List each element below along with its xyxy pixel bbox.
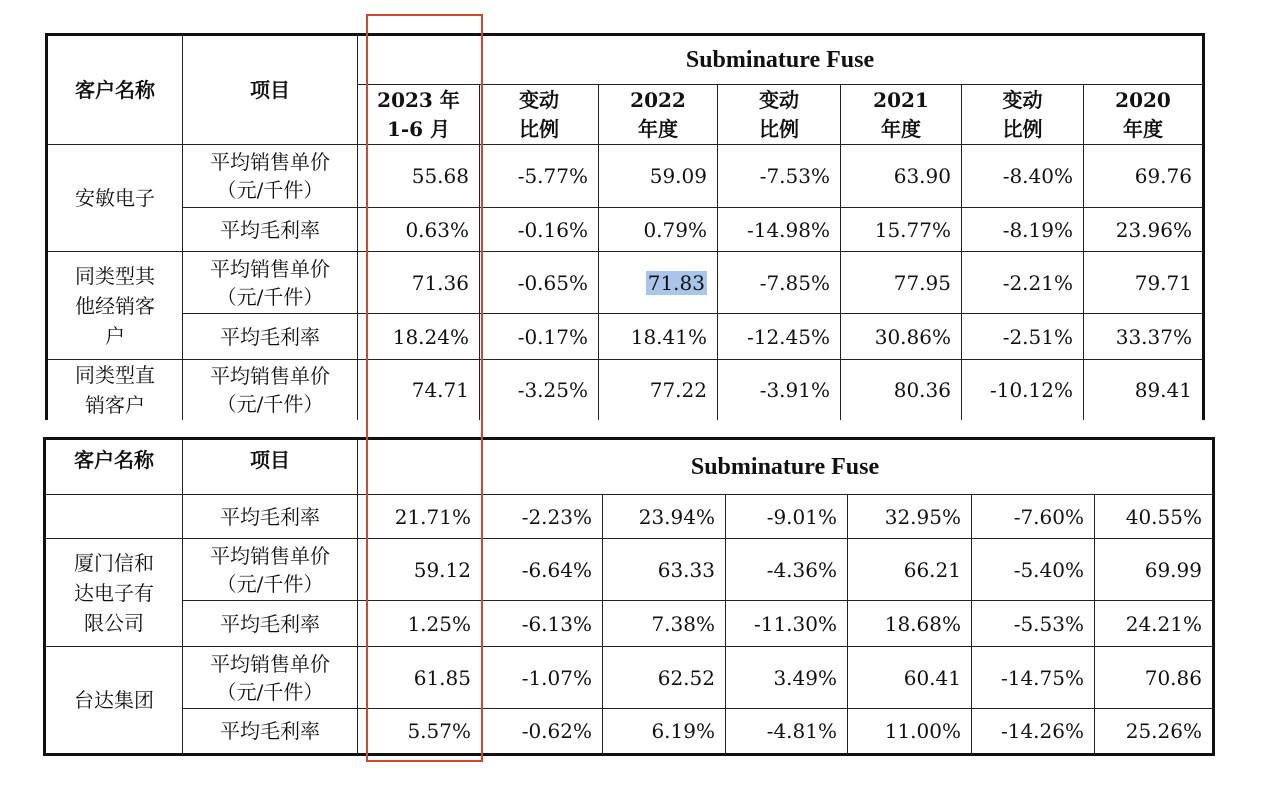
table-row (47, 252, 1204, 314)
cell: -5.53% (972, 601, 1095, 647)
cell: -3.25% (480, 360, 599, 422)
table-row (47, 314, 1204, 360)
cell: 40.55% (1095, 495, 1214, 539)
customer-name: 安敏电子 (47, 145, 183, 252)
cell: 0.63% (358, 208, 480, 252)
cell: 1.25% (358, 601, 482, 647)
cell: -1.07% (482, 647, 603, 709)
customer-col-header: 客户名称 (47, 35, 183, 145)
period-header: 2022 年度 (599, 85, 718, 145)
cell: 63.90 (841, 145, 962, 208)
cell: -2.23% (482, 495, 603, 539)
cell: 74.71 (358, 360, 480, 422)
cell: -8.40% (962, 145, 1084, 208)
cell: 77.22 (599, 360, 718, 422)
table-row (45, 709, 1214, 755)
cell: 59.12 (358, 539, 482, 601)
cell: 70.86 (1095, 647, 1214, 709)
customer-name (45, 495, 183, 539)
cell: -4.36% (726, 539, 848, 601)
cell: 55.68 (358, 145, 480, 208)
cell: 18.41% (599, 314, 718, 360)
cell: 5.57% (358, 709, 482, 755)
cell: 89.41 (1084, 360, 1204, 422)
table-row (47, 208, 1204, 252)
cell: -10.12% (962, 360, 1084, 422)
cell: 80.36 (841, 360, 962, 422)
cell: -2.51% (962, 314, 1084, 360)
cell: -7.53% (718, 145, 841, 208)
customer-name: 厦门信和 达电子有 限公司 (45, 539, 183, 647)
cell: 25.26% (1095, 709, 1214, 755)
cell: -14.98% (718, 208, 841, 252)
cell: 77.95 (841, 252, 962, 314)
cell: 18.24% (358, 314, 480, 360)
item-label: 平均销售单价 （元/千件） (183, 647, 358, 709)
item-label: 平均销售单价 （元/千件） (183, 145, 358, 208)
cell: 3.49% (726, 647, 848, 709)
cell: -0.16% (480, 208, 599, 252)
item-col-header: 项目 (183, 35, 358, 145)
upper-table (45, 33, 1205, 423)
cell: 69.76 (1084, 145, 1204, 208)
cell: 60.41 (848, 647, 972, 709)
cell: 30.86% (841, 314, 962, 360)
cell: 69.99 (1095, 539, 1214, 601)
lower-table (43, 437, 1215, 756)
cell: -0.62% (482, 709, 603, 755)
table-row (47, 145, 1204, 208)
group-title: Subminature Fuse (358, 35, 1204, 85)
cell: 62.52 (603, 647, 726, 709)
cell: 18.68% (848, 601, 972, 647)
cell: 33.37% (1084, 314, 1204, 360)
cell: 21.71% (358, 495, 482, 539)
cell: 11.00% (848, 709, 972, 755)
cell: 23.96% (1084, 208, 1204, 252)
customer-name: 同类型其 他经销客 户 (47, 252, 183, 360)
cell: -7.85% (718, 252, 841, 314)
period-header: 2020 年度 (1084, 85, 1204, 145)
table-row (47, 360, 1204, 422)
text-selection[interactable]: 71.83 (647, 270, 705, 295)
table-row (45, 601, 1214, 647)
cell: 24.21% (1095, 601, 1214, 647)
period-header: 2021 年度 (841, 85, 962, 145)
cell: -6.64% (482, 539, 603, 601)
customer-name: 同类型直 销客户 (47, 360, 183, 422)
cell: 23.94% (603, 495, 726, 539)
item-label: 平均毛利率 (183, 314, 358, 360)
period-header: 变动 比例 (962, 85, 1084, 145)
item-label: 平均销售单价 （元/千件） (183, 539, 358, 601)
cell: -11.30% (726, 601, 848, 647)
selected-cell[interactable] (599, 252, 718, 314)
cell: -9.01% (726, 495, 848, 539)
cell: 32.95% (848, 495, 972, 539)
cell: -3.91% (718, 360, 841, 422)
item-label: 平均毛利率 (183, 495, 358, 539)
cell: -14.26% (972, 709, 1095, 755)
item-label: 平均销售单价 （元/千件） (183, 360, 358, 422)
item-label: 平均毛利率 (183, 601, 358, 647)
cell: -5.77% (480, 145, 599, 208)
period-header: 变动 比例 (480, 85, 599, 145)
cell: 66.21 (848, 539, 972, 601)
cell: -2.21% (962, 252, 1084, 314)
item-col-header: 项目 (183, 439, 358, 495)
table-row (45, 539, 1214, 601)
page-gap (0, 420, 1267, 434)
cell: -6.13% (482, 601, 603, 647)
table-row (45, 495, 1214, 539)
period-header: 2023 年 1-6 月 (358, 85, 480, 145)
item-label: 平均毛利率 (183, 709, 358, 755)
column-highlight-box (366, 14, 483, 762)
table-row (45, 647, 1214, 709)
cell: 59.09 (599, 145, 718, 208)
cell: -7.60% (972, 495, 1095, 539)
cell: -14.75% (972, 647, 1095, 709)
cell: -8.19% (962, 208, 1084, 252)
customer-col-header: 客户名称 (45, 439, 183, 495)
cell: 15.77% (841, 208, 962, 252)
item-label: 平均毛利率 (183, 208, 358, 252)
period-header: 变动 比例 (718, 85, 841, 145)
cell: 71.36 (358, 252, 480, 314)
item-label: 平均销售单价 （元/千件） (183, 252, 358, 314)
customer-name: 台达集团 (45, 647, 183, 755)
cell: -0.17% (480, 314, 599, 360)
group-title: Subminature Fuse (358, 439, 1214, 495)
cell: -5.40% (972, 539, 1095, 601)
cell: 0.79% (599, 208, 718, 252)
cell: 7.38% (603, 601, 726, 647)
cell: -12.45% (718, 314, 841, 360)
cell: 61.85 (358, 647, 482, 709)
cell: 63.33 (603, 539, 726, 601)
cell: -4.81% (726, 709, 848, 755)
cell: -0.65% (480, 252, 599, 314)
cell: 79.71 (1084, 252, 1204, 314)
cell: 6.19% (603, 709, 726, 755)
